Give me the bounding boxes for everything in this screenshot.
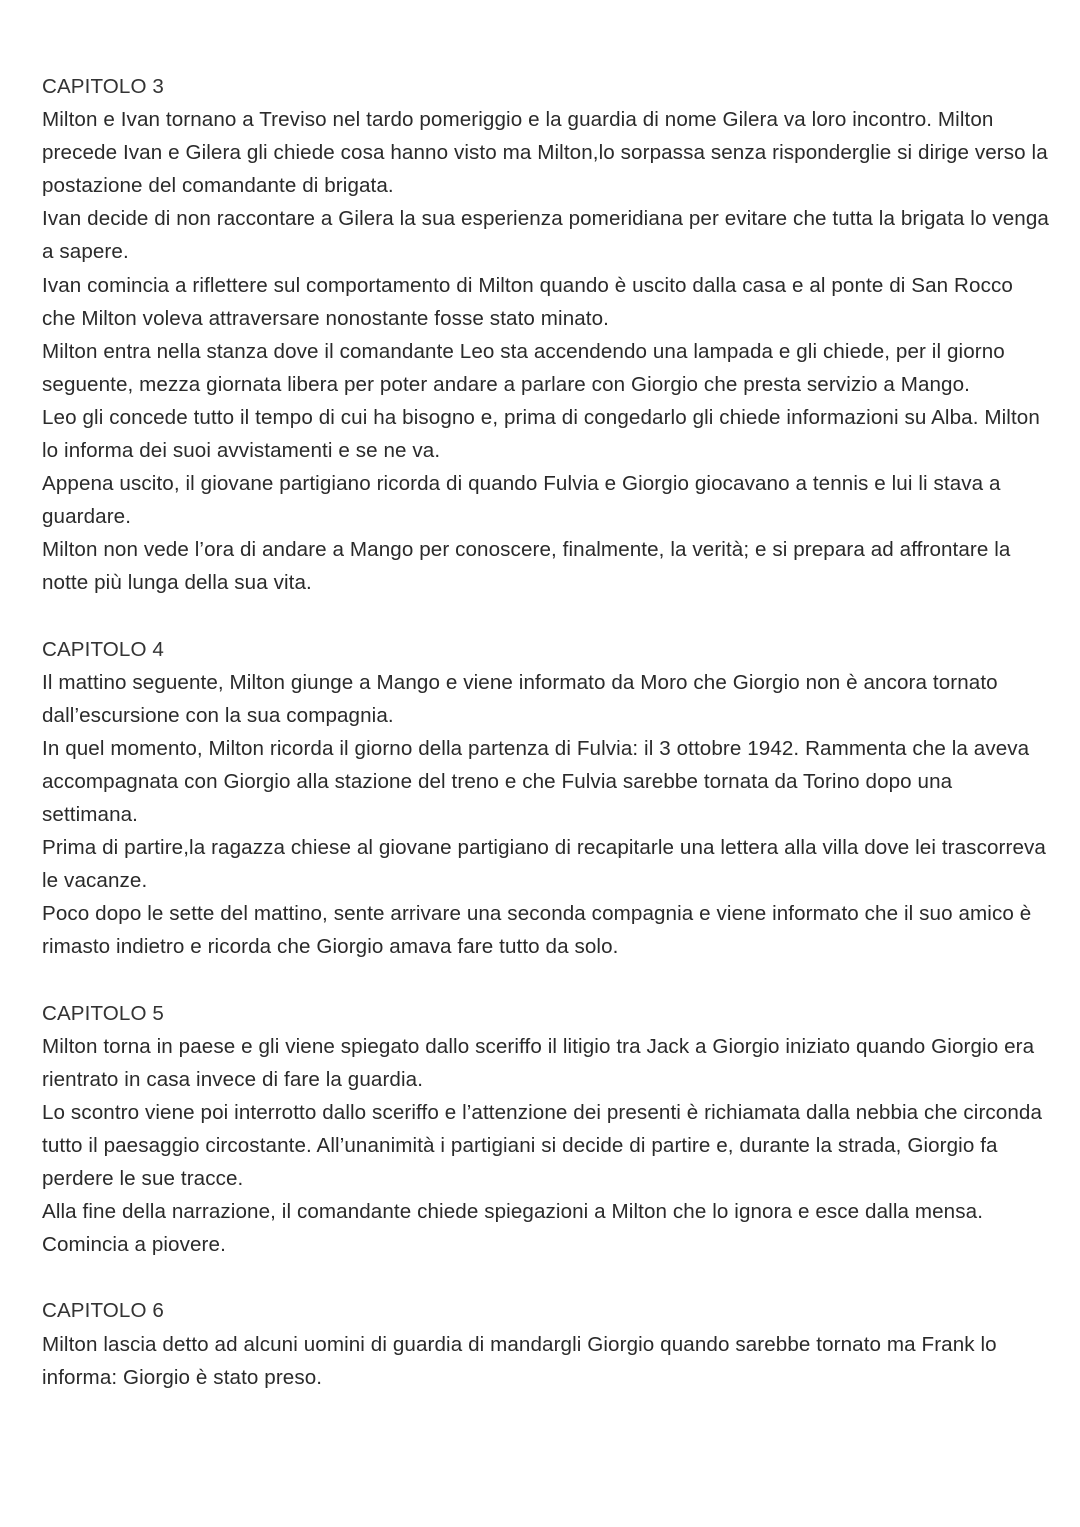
paragraph: Appena uscito, il giovane partigiano ricorda di quando Fulvia e Giorgio giocavano a tennis e lui li stava a guardare. [42, 472, 1001, 529]
paragraph: Milton non vede l’ora di andare a Mango per conoscere, finalmente, la verità; e si prepara ad affrontare la notte più lunga della sua vita. [42, 538, 1011, 595]
paragraph: Poco dopo le sette del mattino, sente arrivare una seconda compagnia e viene informato che il suo amico è rimasto indietro e ricorda che Giorgio amava fare tutto da solo. [42, 902, 1032, 959]
paragraph: Prima di partire,la ragazza chiese al giovane partigiano di recapitarle una lettera alla villa dove lei trascorreva le vacanze. [42, 836, 1046, 893]
paragraph: Milton e Ivan tornano a Treviso nel tardo pomeriggio e la guardia di nome Gilera va loro incontro. Milton precede Ivan e Gilera gli chiede cosa hanno visto ma Milton,lo sorpassa senza risponderglie si dirige verso la postazione del comandante di brigata. [42, 108, 1048, 198]
paragraph: Milton torna in paese e gli viene spiegato dallo sceriffo il litigio tra Jack a Giorgio iniziato quando Giorgio era rientrato in casa invece di fare la guardia. [42, 1034, 1035, 1091]
paragraph: Milton lascia detto ad alcuni uomini di guardia di mandargli Giorgio quando sarebbe tornato ma Frank lo informa: Giorgio è stato preso. [42, 1332, 997, 1389]
paragraph: Il mattino seguente, Milton giunge a Mango e viene informato da Moro che Giorgio non è ancora tornato dall’escursione con la sua compagnia. [42, 670, 998, 727]
chapter-title: CAPITOLO 6 [42, 1299, 164, 1323]
paragraph: In quel momento, Milton ricorda il giorno della partenza di Fulvia: il 3 ottobre 1942. Rammenta che la aveva accompagnata con Giorgio alla stazione del treno e che Fulvia sarebbe tornata da Torino dopo una settimana. [42, 736, 1030, 827]
paragraph: Lo scontro viene poi interrotto dallo sceriffo e l’attenzione dei presenti è richiamata dalla nebbia che circonda tutto il paesaggio circostante. All’unanimità i partigiani si decide di partire e, durante la strada, Giorgio fa perdere le sue tracce. [42, 1100, 1043, 1191]
chapter-4 [42, 633, 1052, 964]
document-page [42, 70, 1052, 1427]
chapter-title: CAPITOLO 3 [42, 75, 164, 98]
chapter-title: CAPITOLO 4 [42, 637, 164, 661]
chapter-3 [42, 70, 1052, 600]
paragraph: Milton entra nella stanza dove il comandante Leo sta accendendo una lampada e gli chiede, per il giorno seguente, mezza giornata libera per poter andare a parlare con Giorgio che presta servizio a Mango. [42, 339, 1005, 396]
chapter-6 [42, 1294, 1052, 1393]
chapter-5 [42, 997, 1052, 1262]
paragraph: Ivan comincia a riflettere sul comportamento di Milton quando è uscito dalla casa e al ponte di San Rocco che Milton voleva attraversare nonostante fosse stato minato. [42, 273, 1013, 330]
chapter-title: CAPITOLO 5 [42, 1001, 164, 1025]
paragraph: Leo gli concede tutto il tempo di cui ha bisogno e, prima di congedarlo gli chiede informazioni su Alba. Milton lo informa dei suoi avvistamenti e se ne va. [42, 405, 1040, 463]
paragraph: Ivan decide di non raccontare a Gilera la sua esperienza pomeridiana per evitare che tutta la brigata lo venga a sapere. [42, 207, 1049, 264]
paragraph: Alla fine della narrazione, il comandante chiede spiegazioni a Milton che lo ignora e esce dalla mensa. Comincia a piovere. [42, 1200, 984, 1257]
